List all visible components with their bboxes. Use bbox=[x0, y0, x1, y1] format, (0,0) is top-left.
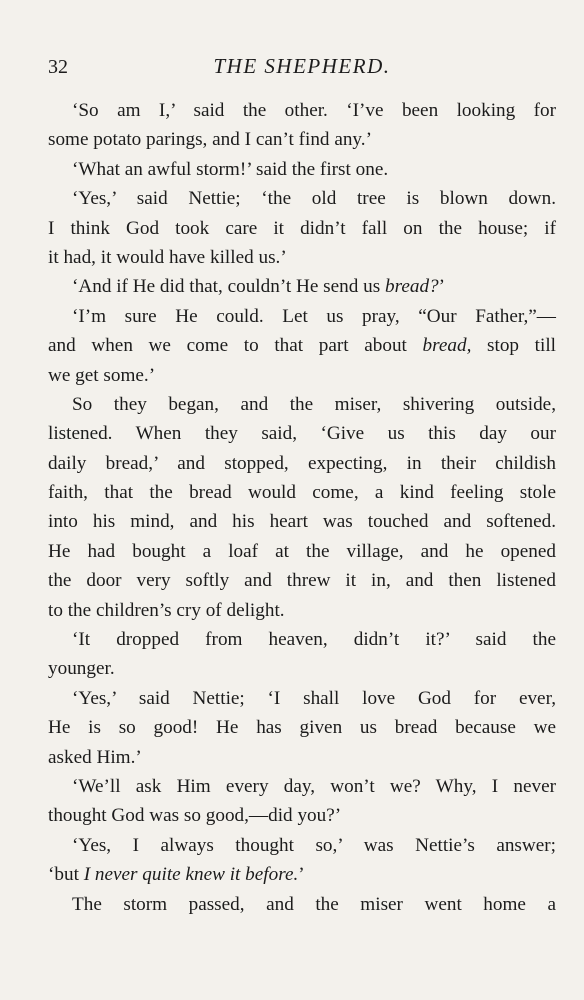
text-segment: ‘but bbox=[48, 864, 84, 886]
running-title: THE SHEPHERD. bbox=[213, 54, 391, 78]
text-segment: ’ bbox=[298, 864, 305, 886]
text-line: ‘Yes,’ said Nettie; ‘I shall love God for ever, bbox=[72, 687, 556, 709]
text-line: ‘What an awful storm!’ said the first one. bbox=[72, 158, 389, 180]
text-line: listened. When they said, ‘Give us this day our bbox=[48, 423, 556, 445]
text-line: He is so good! He has given us bread because we bbox=[48, 717, 556, 739]
text-line: daily bread,’ and stopped, expecting, in their childish bbox=[48, 452, 556, 474]
italic-text: bread? bbox=[385, 276, 439, 298]
italic-text: I never quite knew it before. bbox=[83, 864, 299, 886]
text-segment: stop till bbox=[471, 335, 556, 357]
text-line: ‘I’m sure He could. Let us pray, “Our Father,”— bbox=[72, 305, 556, 327]
text-line bbox=[48, 272, 556, 301]
text-line: So they began, and the miser, shivering outside, bbox=[72, 393, 556, 415]
text-line: faith, that the bread would come, a kind feeling stole bbox=[48, 482, 556, 504]
page-header bbox=[48, 50, 556, 84]
text-line: ‘So am I,’ said the other. ‘I’ve been looking for bbox=[72, 100, 556, 121]
text-segment: ’ bbox=[438, 276, 446, 298]
text-line: we get some.’ bbox=[48, 364, 156, 386]
text-line: ‘Yes, I always thought so,’ was Nettie’s answer; bbox=[72, 834, 556, 856]
page-number: 32 bbox=[48, 56, 68, 78]
text-line: it had, it would have killed us.’ bbox=[48, 246, 287, 268]
text-line: He had bought a loaf at the village, and he opened bbox=[48, 540, 556, 562]
text-line: into his mind, and his heart was touched and softened. bbox=[48, 511, 556, 533]
text-line: I think God took care it didn’t fall on the house; if bbox=[48, 217, 556, 239]
text-line bbox=[48, 331, 556, 360]
text-line: ‘It dropped from heaven, didn’t it?’ said the bbox=[72, 629, 556, 651]
italic-text: bread, bbox=[422, 335, 472, 357]
text-segment: and when we come to that part about bbox=[48, 335, 423, 357]
text-line: The storm passed, and the miser went home a bbox=[72, 893, 556, 915]
text-segment: ‘And if He did that, couldn’t He send us bbox=[72, 276, 385, 298]
text-line: asked Him.’ bbox=[48, 746, 142, 768]
text-line bbox=[48, 860, 556, 889]
text-line: thought God was so good,—did you?’ bbox=[48, 805, 342, 827]
body-text bbox=[48, 96, 556, 919]
text-line: some potato parings, and I can’t find any.’ bbox=[48, 129, 372, 151]
text-line: ‘We’ll ask Him every day, won’t we? Why, I never bbox=[72, 775, 556, 797]
text-line: to the children’s cry of delight. bbox=[48, 599, 285, 621]
text-line: ‘Yes,’ said Nettie; ‘the old tree is blown down. bbox=[72, 188, 556, 210]
text-line: the door very softly and threw it in, and then listened bbox=[48, 570, 556, 592]
text-line: younger. bbox=[48, 658, 115, 680]
